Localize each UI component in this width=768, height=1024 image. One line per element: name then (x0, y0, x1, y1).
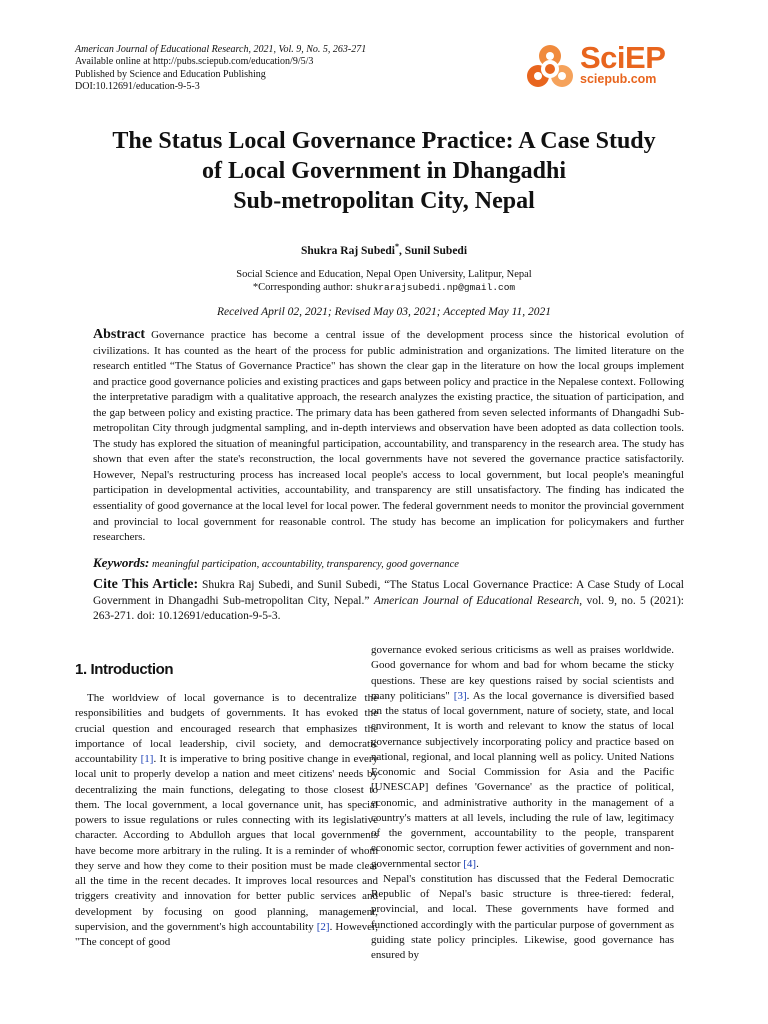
journal-header (75, 44, 366, 94)
paragraph (371, 643, 674, 872)
keywords-label: Keywords: (93, 555, 150, 570)
abstract-text: Governance practice has become a central issue of the development process since the historical evolution of civilizations. It has counted as the heart of the process for public administration and organizations. The limited literature on the research entitled “The Status of Governance Practice" has shown the clear gap in the literature on how the local groups implement and practice good governance policies and existing practices and gaps between policy and practice in the Nepalese context. Following the interpretative paradigm with a qualitative approach, the research analyzes the existing practice, the situation of participation, and the gap between policy and existing practice. The primary data has been gathered from seven selected informants of Dhangadhi Sub-metropolitan City through judgmental sampling, and in-depth interviews and observation have been adopted as data collection tools. The study has explored the situation of meaningful participation, accountability, and transparency in the research area. The study has shown that even after the state's reconstruction, the local governments have not severed the governance practice satisfactorily. However, Nepal's restructuring process has increased local people's access to local government, but local people's meaningful participation in developmental activities, accountability, and transparency are still unsatisfactory. The finding has indicated the essentiality of good governance at the local level for local power. The federal government needs to monitor the provincial government and provincial to local government for reasonable control. The study has become an implication for policymakers and further researchers. (93, 329, 684, 544)
abstract (93, 327, 684, 546)
citation-link[interactable]: [3] (453, 689, 467, 702)
citation-link[interactable]: [2] (316, 920, 330, 933)
paragraph: Nepal's constitution has discussed that the Federal Democratic Republic of Nepal's basic structure is three-tiered: federal, provincial, and local. These governments have formed and functioned accordingly with the particular purpose of government as guiding state policy principles. Likewise, good governance has ensured by (371, 872, 674, 961)
paragraph-text: . As the local governance is diversified based on the status of local government, nature of society, state, and local environment, It is worth and relevant to know the status of local governance subjectively incorporating policy and practice based on national, regional, and local planning well as policy. United Nations Economic and Social Commission for Asia and the Pacific [UNESCAP] defines 'Governance' as the practice of political, economic, and administrative authority in the management of a country's matters at all levels, including the rule of law, legitimacy of the government, accountability to the people, transparent economic sector, corruption fewer activities of government and non-governmental sector (371, 689, 674, 870)
publisher-line: Published by Science and Education Publishing (75, 68, 266, 80)
cite-journal-name: American Journal of Educational Research (373, 594, 580, 607)
sciep-emblem-icon (522, 40, 578, 96)
body-column-right (371, 643, 674, 963)
title-line: of Local Government in Dhangadhi (201, 158, 567, 184)
paper-title (60, 126, 708, 216)
affiliation (0, 268, 768, 294)
section-heading-introduction: 1. Introduction (75, 661, 174, 678)
body-column-left (75, 691, 378, 950)
journal-citation-line: American Journal of Educational Research, 2021, Vol. 9, No. 5, 263-271 (75, 44, 367, 55)
author-name: , Sunil Subedi (398, 244, 468, 257)
abstract-label: Abstract (93, 327, 146, 342)
cite-text: Shukra Raj Subedi, and Sunil Subedi, “The Status Local Governance Practice: A Case Study of Local Government in Dhangadhi Sub-metropolitan City, Nepal.” (93, 579, 685, 607)
keywords (93, 555, 684, 571)
cite-text-end: , vol. 9, no. 5 (2021): 263-271. doi: 10.12691/education-9-5-3. (93, 594, 684, 622)
paragraph-text: . However, "The concept of good (75, 920, 378, 948)
corresponding-label: *Corresponding author: (252, 282, 353, 293)
paragraph-text: . (476, 857, 479, 870)
paragraph (75, 691, 378, 950)
title-line: Sub-metropolitan City, Nepal (233, 188, 535, 214)
cite-label: Cite This Article: (93, 577, 199, 592)
paragraph-text: . It is imperative to bring positive change in every local unit to properly develop a nation and meet citizens' needs by decentralizing the main functions, delegating to those closest to them. The local government, a local governance unit, has special powers to issue regulations or rules connecting with its legislative character. According to Abdulloh argues that local governments have become more arbitrary in the ruling. It is a reminder of whom they serve and how they come to their position must be made clear all the time in the recent decades. It improves local resources and triggers creativity and innovation for better public services and development by focusing on good planning, management, supervision, and the government's high accountability (75, 753, 378, 933)
available-online-line: Available online at http://pubs.sciepub.com/education/9/5/3 (75, 56, 314, 68)
citation-link[interactable]: [4] (463, 857, 477, 870)
title-line: The Status Local Governance Practice: A Case Study (112, 128, 656, 154)
submission-dates: Received April 02, 2021; Revised May 03, 2021; Accepted May 11, 2021 (216, 306, 552, 318)
citation-link[interactable]: [1] (140, 753, 154, 765)
sciep-logo[interactable] (522, 40, 692, 96)
logo-domain-text: sciepub.com (580, 72, 657, 86)
author-name: Shukra Raj Subedi (300, 244, 395, 257)
doi-line: DOI:10.12691/education-9-5-3 (75, 81, 200, 93)
paragraph-text: governance evoked serious criticisms as well as praises worldwide. Good governance for whom and bad for whom became the sticky questions. These are key questions raised by social scientists and many politicians" (371, 644, 674, 702)
keywords-text: meaningful participation, accountability, transparency, good governance (149, 559, 459, 570)
logo-brand-text: SciEP (580, 40, 666, 75)
corresponding-marker: * (394, 242, 399, 251)
affiliation-line: Social Science and Education, Nepal Open University, Lalitpur, Nepal (236, 269, 532, 280)
paragraph-text: The worldview of local governance is to decentralize the responsibilities and budgets of governments. It has evoked the crucial question and encouraged research that emphasizes the importance of local leadership, civil society, and democratic accountability (75, 692, 378, 765)
author-list (0, 242, 768, 257)
author-email[interactable]: shukrarajsubedi.np@gmail.com (355, 282, 516, 293)
cite-this-article (93, 577, 684, 625)
